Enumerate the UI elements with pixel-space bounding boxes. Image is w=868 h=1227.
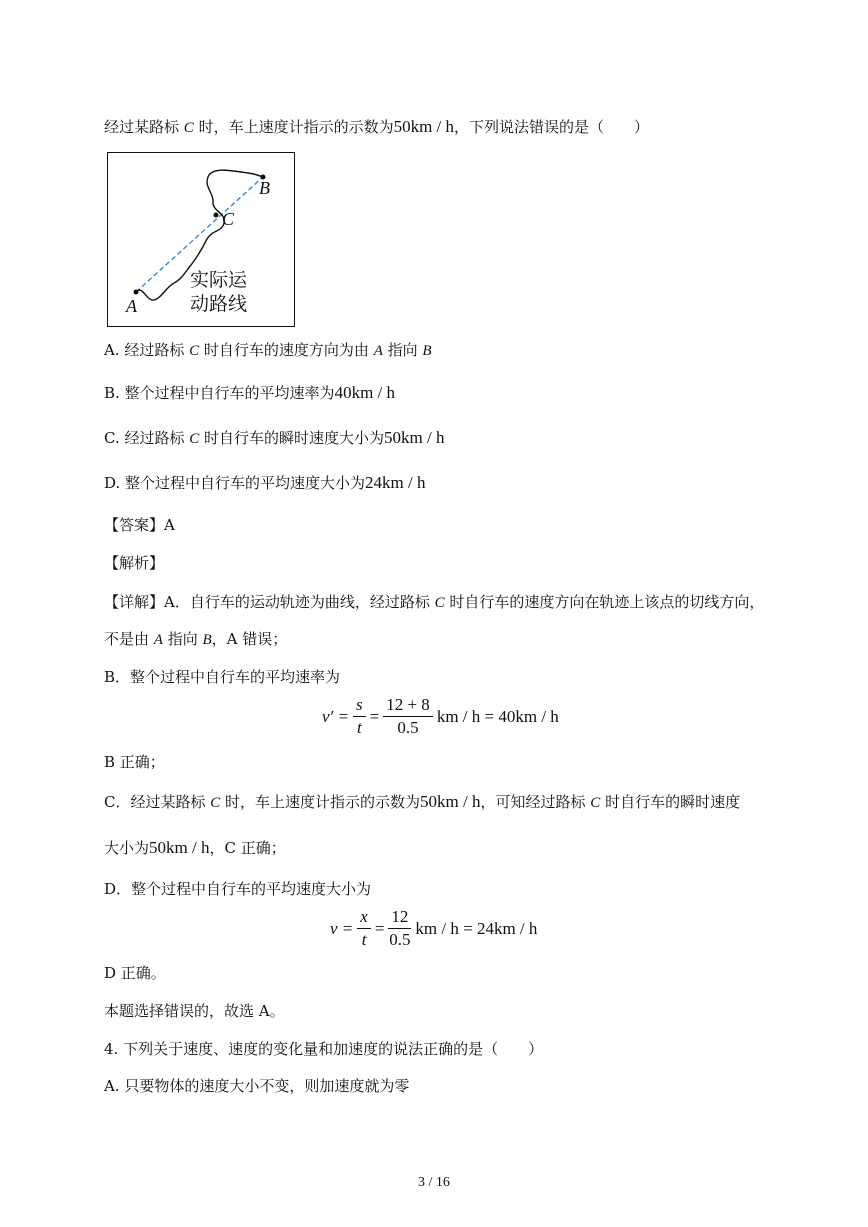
eq2-fraction-2 [388, 907, 411, 950]
option-a-var3: B [422, 343, 432, 359]
question-4-option-a: A. 只要物体的速度大小不变，则加速度就为零 [104, 1077, 410, 1095]
detail-b-line: B．整个过程中自行车的平均速率为 [104, 668, 341, 686]
stem-middle: 时，车上速度计指示的示数为 [193, 118, 394, 136]
detail-c2-prefix: 大小为 [104, 839, 150, 857]
page-number: 3 / 16 [418, 1175, 450, 1190]
detail-line2-var2: B [202, 632, 212, 648]
point-c-dot [214, 213, 219, 218]
point-a-dot [134, 290, 139, 295]
eq2-rhs: km / h = 24km / h [415, 918, 538, 938]
stem-suffix: ，下列说法错误的是（ ） [454, 118, 650, 136]
equation-average-rate [322, 695, 559, 738]
option-d-prefix: D. 整个过程中自行车的平均速度大小为 [104, 474, 366, 492]
detail-c-var: C [210, 795, 221, 811]
eq2-equals: = [374, 918, 385, 938]
eq2-f1-den: t [361, 930, 367, 949]
detail-c-mid2: ，可知经过路标 [480, 793, 591, 811]
option-b-value: 40km / h [334, 383, 396, 402]
eq1-f2-num: 12 + 8 [383, 695, 433, 717]
option-d [104, 473, 425, 493]
eq2-lhs: v = [330, 918, 354, 938]
detail-line2-suffix: ，A 错误； [211, 630, 288, 648]
detail-conclusion: 本题选择错误的，故选 A。 [104, 1002, 285, 1020]
option-a-var2: A [373, 343, 383, 359]
detail-b-correct: B 正确； [104, 753, 165, 771]
label-b: B [259, 178, 270, 198]
detail-line-2 [104, 629, 287, 650]
detail-c-prefix: C．经过某路标 [104, 793, 211, 811]
stem-prefix: 经过某路标 [104, 118, 184, 136]
eq1-fraction-1 [353, 695, 366, 738]
detail-line1-suffix: 时自行车的速度方向在轨迹上该点的切线方向， [444, 593, 765, 611]
detail-line2-var1: A [153, 632, 163, 648]
stem-var-c: C [183, 120, 194, 136]
eq2-f1-num: x [357, 907, 371, 929]
eq1-f1-den: t [356, 718, 362, 737]
option-c-middle: 时自行车的瞬时速度大小为 [199, 429, 385, 447]
detail-line1-prefix: 【详解】A．自行车的运动轨迹为曲线，经过路标 [104, 593, 435, 611]
detail-line2-mid: 指向 [162, 630, 203, 648]
caption-line-1: 实际运 [190, 269, 248, 291]
option-a-var1: C [189, 343, 200, 359]
analysis-title: 【解析】 [104, 554, 165, 572]
option-c [104, 428, 445, 449]
question-stem [104, 117, 649, 138]
option-a-middle: 时自行车的速度方向为由 [199, 341, 374, 359]
detail-c-line [104, 792, 740, 813]
detail-c-line-2 [104, 838, 286, 858]
stem-value: 50km / h [393, 117, 455, 136]
figure-caption [190, 268, 247, 316]
option-b-prefix: B. 整个过程中自行车的平均速率为 [104, 384, 335, 402]
option-b [104, 383, 395, 403]
eq2-fraction-1 [357, 907, 371, 950]
option-a [104, 340, 432, 361]
eq1-f1-num: s [353, 695, 366, 717]
detail-line-1 [104, 592, 764, 613]
eq1-equals: = [369, 706, 380, 726]
eq1-rhs: km / h = 40km / h [436, 706, 559, 726]
detail-c-var2: C [590, 795, 601, 811]
option-c-var1: C [189, 431, 200, 447]
equation-average-velocity [330, 907, 537, 950]
option-d-value: 24km / h [365, 473, 426, 492]
detail-d-line: D．整个过程中自行车的平均速度大小为 [104, 880, 372, 898]
option-a-prefix: A. 经过路标 [104, 341, 190, 359]
option-c-value: 50km / h [384, 428, 445, 447]
detail-line2-prefix: 不是由 [104, 630, 154, 648]
detail-d-correct: D 正确。 [104, 964, 166, 982]
eq1-fraction-2 [383, 695, 433, 738]
question-4-stem: 4. 下列关于速度、速度的变化量和加速度的说法正确的是（ ） [104, 1040, 544, 1058]
detail-c-value: 50km / h [420, 792, 481, 811]
option-a-middle2: 指向 [382, 341, 423, 359]
caption-line-2: 动路线 [190, 293, 248, 315]
detail-c-suffix: 时自行车的瞬时速度 [600, 793, 741, 811]
detail-c2-value: 50km / h [149, 838, 210, 857]
eq2-f2-den: 0.5 [389, 930, 411, 949]
answer-line: 【答案】A [104, 516, 175, 534]
eq2-f2-num: 12 [388, 907, 411, 929]
detail-c2-suffix: ，C 正确； [209, 839, 286, 857]
detail-line1-var: C [434, 595, 445, 611]
eq1-lhs: v′ = [322, 706, 349, 726]
eq1-f2-den: 0.5 [397, 718, 419, 737]
label-c: C [222, 209, 235, 229]
label-a: A [126, 296, 137, 316]
motion-path-figure [107, 152, 295, 327]
detail-c-mid: 时，车上速度计指示的示数为 [220, 793, 421, 811]
option-c-prefix: C. 经过路标 [104, 429, 190, 447]
